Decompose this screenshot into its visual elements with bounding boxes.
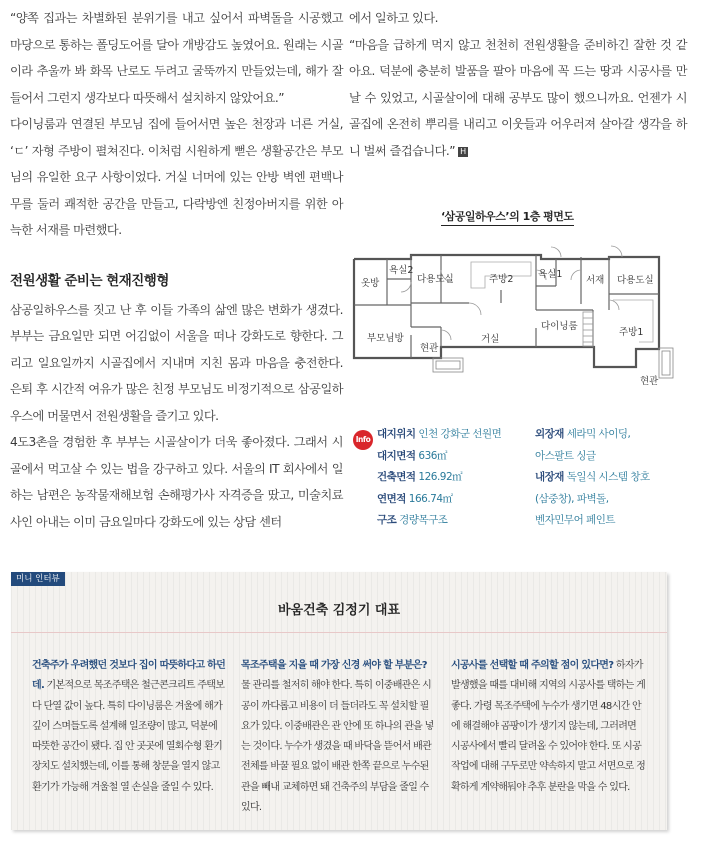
divider <box>11 632 667 633</box>
info-key: 구조 <box>377 514 397 526</box>
info-key: 대지면적 <box>377 449 416 462</box>
info-value: 166.74㎡ <box>408 492 453 505</box>
article-paragraph <box>349 32 687 165</box>
interview-answer: 하자가 발생했을 때를 대비해 지역의 시공사를 택하는 게 좋다. 가령 목조주택에 누수가 생기면 48시간 안에 해결해야 곰팡이가 생기지 않는데, 그러려면 시공사에서 빨리 달려올 수 있어야 한다. 또 시공 작업에 대해 구두로만 약속하지 말고 서면으로 정확하게 계약해둬야 추후 분란을 막을 수 있다. <box>451 660 646 793</box>
mini-interview-box <box>11 572 667 830</box>
article-paragraph: 다이닝룸과 연결된 부모님 집에 들어서면 높은 천장과 너른 거실, ‘ㄷ’ 자형 주방이 펼쳐진다. 이처럼 시원하게 뻗은 생활공간은 부모님의 유일한 요구 사항이었다. 거실 너머에 있는 안방 벽엔 편백나무를 둘러 쾌적한 공간을 만들고, 다락방엔 친정아버지를 위한 아늑한 서재를 마련했다. <box>10 117 343 237</box>
info-key: 건축면적 <box>377 471 416 483</box>
info-value: 126.92㎡ <box>418 471 463 483</box>
interview-answer: 물 관리를 철저히 해야 한다. 특히 이중배관은 시공이 까다롭고 비용이 더 들더라도 꼭 설치할 필요가 있다. 이중배관은 관 안에 또 하나의 관을 넣는 것이다. 누수가 생겼을 때 바닥을 뜯어서 배관 전체를 바꿀 필요 없이 배관 한쪽 끝으로 누수된 관을 빼내 교체하면 돼 건축주의 부담을 줄일 수 있다. <box>241 680 434 814</box>
room-label: 주방1 <box>619 327 644 338</box>
interview-column-3 <box>451 656 647 798</box>
info-value: 경량목구조 <box>399 514 448 526</box>
info-column-2 <box>535 424 695 532</box>
info-value: 벤자민무어 페인트 <box>535 514 615 526</box>
interview-column-1 <box>32 656 228 798</box>
end-mark-icon: H <box>460 146 466 156</box>
room-label: 욕실1 <box>538 269 563 280</box>
info-key: 내장재 <box>535 471 564 483</box>
info-key: 외장재 <box>535 428 564 440</box>
stairs-icon <box>583 312 593 346</box>
info-column-1 <box>377 424 537 532</box>
article-paragraph: “양쪽 집과는 차별화된 분위기를 내고 싶어서 파벽돌을 시공했고 마당으로 통하는 폴딩도어를 달아 개방감도 높였어요. 원래는 시골이라 추울까 봐 화목 난로도 두려고 굴뚝까지 만들었는데, 해가 잘 들어서 그런지 생각보다 따뜻해서 설치하지 않았어요.” <box>10 11 343 105</box>
info-value: 636㎡ <box>418 449 447 462</box>
interview-question: 목조주택을 지을 때 가장 신경 써야 할 부분은? <box>241 660 427 671</box>
room-label: 거실 <box>481 334 500 345</box>
room-label: 다용도실 <box>417 274 454 285</box>
interview-column-2 <box>241 656 437 818</box>
quote-text: “마음을 급하게 먹지 않고 천천히 전원생활을 준비하긴 잘한 것 같아요. 덕분에 충분히 발품을 팔아 마음에 꼭 드는 땅과 시공사를 만날 수 있었고, 시골살이에 대해 공부도 많이 했으니까요. 언젠가 시골집에 온전히 뿌리를 내리고 이웃들과 어우러져 살아갈 생각을 하니 벌써 즐겁습니다.” <box>349 37 687 158</box>
article-paragraph: 삼공일하우스를 짓고 난 후 이들 가족의 삶엔 많은 변화가 생겼다. 부부는 금요일만 되면 어김없이 서울을 떠나 강화도로 향한다. 그리고 일요일까지 시골집에서 지내며 지친 몸과 마음을 충전한다. 은퇴 후 시간적 여유가 많은 친정 부모님도 비정기적으로 삼공일하우스에 머물면서 전원생활을 즐기고 있다. <box>10 302 343 423</box>
room-label: 옷방 <box>361 278 380 289</box>
interview-question: 시공사를 선택할 때 주의할 점이 있다면? <box>451 660 614 671</box>
room-label: 현관 <box>420 343 439 354</box>
info-key: 대지위치 <box>377 428 416 440</box>
article-paragraph: 에서 일하고 있다. <box>349 11 439 25</box>
info-value: 세라믹 사이딩, <box>566 428 631 440</box>
article-left-column <box>10 5 343 535</box>
info-value: 아스팔트 싱글 <box>535 449 596 462</box>
room-label: 현관 <box>640 376 659 387</box>
interview-answer: 기본적으로 목조주택은 철근콘크리트 주택보다 단열 값이 높다. 특히 다이닝룸은 겨울에 해가 깊이 스며들도록 설계해 일조량이 많고, 덕분에 따뜻한 공간이 됐다. 집 안 곳곳에 열회수형 환기장치도 설치했는데, 이를 통해 창문을 열지 않고 환기가 가능해 겨울철 열 손실을 줄일 수 있다. <box>32 680 225 793</box>
room-label: 서재 <box>586 275 605 286</box>
info-value: 인천 강화군 선원면 <box>418 428 502 440</box>
article-right-column <box>349 5 687 164</box>
info-value: (삼중창), 파벽돌, <box>535 492 609 505</box>
floorplan-diagram <box>351 230 696 400</box>
door-swings <box>401 246 622 340</box>
room-labels <box>361 264 659 387</box>
info-value: 독일식 시스템 창호 <box>566 471 650 483</box>
room-label: 다이닝룸 <box>541 321 578 332</box>
info-key: 연면적 <box>377 492 406 505</box>
room-label: 욕실2 <box>389 265 414 276</box>
info-badge: Info <box>353 430 373 450</box>
room-label: 주방2 <box>489 274 514 285</box>
mini-interview-badge: 미니 인터뷰 <box>11 572 65 586</box>
floorplan-title: ‘삼공일하우스’의 1층 평면도 <box>441 208 574 226</box>
article-subheading: 전원생활 준비는 현재진행형 <box>10 272 169 289</box>
room-label: 부모님방 <box>367 333 404 344</box>
interview-question: 건축주가 우려했던 것보다 집이 따뜻하다고 하던데. <box>32 660 226 692</box>
mini-interview-title: 바움건축 김정기 대표 <box>277 603 401 618</box>
room-label: 다용도실 <box>617 275 654 286</box>
article-paragraph: 4도3촌을 경험한 후 부부는 시골살이가 더욱 좋아졌다. 그래서 시골에서 먹고살 수 있는 법을 강구하고 있다. 서울의 IT 회사에서 일하는 남편은 농작물재해보험 손해평가사 자격증을 땄고, 미술치료사인 아내는 이미 금요일마다 강화도에 있는 상담 센터 <box>10 435 343 529</box>
